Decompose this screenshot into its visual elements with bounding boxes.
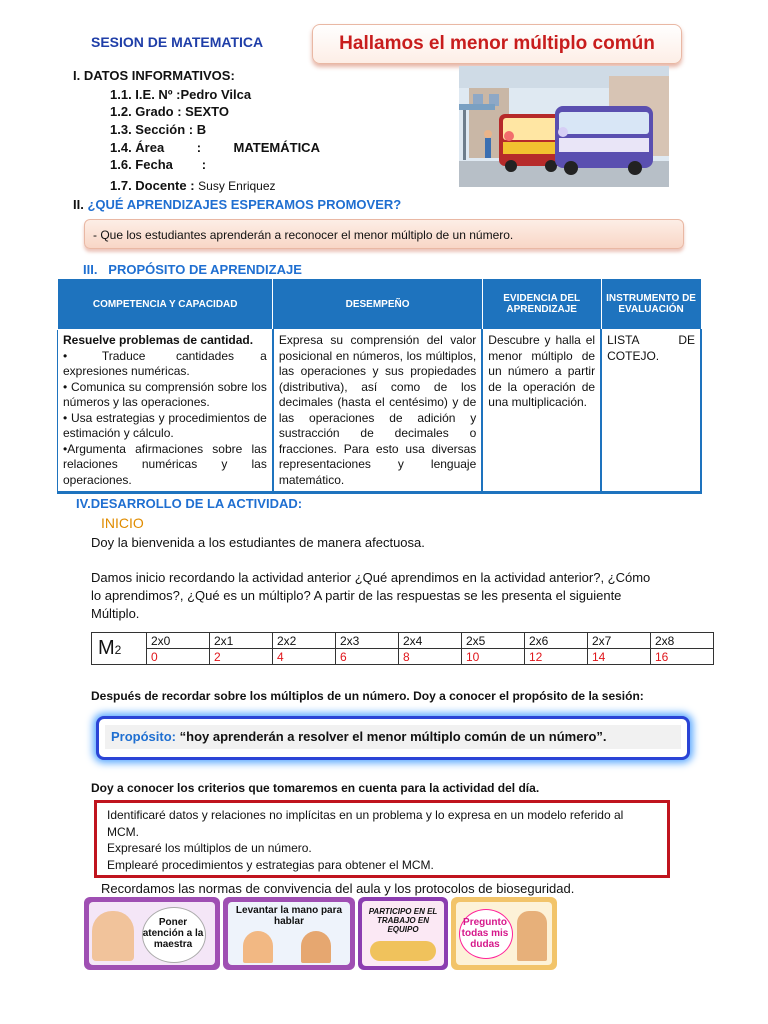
datos-line-ie: 1.1. I.E. Nº :Pedro Vilca [110,87,252,102]
proposito-content [105,725,681,749]
aprendizajes-title: ¿QUÉ APRENDIZAJES ESPERAMOS PROMOVER? [87,197,402,212]
lesson-title-banner: Hallamos el menor múltiplo común [312,24,682,64]
aprendizajes-text: - Que los estudiantes aprenderán a reconocer el menor múltiplo de un número. [84,219,684,249]
session-title: SESION DE MATEMATICA [91,34,264,50]
card-label: Poner atención a la maestra [142,917,204,950]
criterio-item: Expresaré los múltiplos de un número. [107,841,312,855]
bienvenida-text: Doy la bienvenida a los estudiantes de manera afectuosa. [91,535,425,550]
mult-header: 2x4 [399,633,462,649]
datos-heading: I. DATOS INFORMATIVOS: [73,68,235,83]
multiplos-subscript: 2 [114,643,122,657]
mult-header: 2x5 [462,633,525,649]
mult-header: 2x1 [210,633,273,649]
competencia-item: • Traduce cantidades a expresiones numéricas. [63,348,271,378]
buses-illustration [459,66,669,187]
aprendizajes-heading [73,197,401,212]
norm-card-pregunto [451,897,557,970]
proposito-text: “hoy aprenderán a resolver el menor múltiplo común de un número”. [179,729,607,744]
competencia-item: •Argumenta afirmaciones sobre las relaciones numéricas y las operaciones. [63,441,267,487]
mult-value: 14 [588,649,651,665]
header-evidencia: EVIDENCIA DEL APRENDIZAJE [482,279,601,330]
mult-value: 0 [147,649,210,665]
card-label: PARTICIPO EN EL TRABAJO EN EQUIPO [368,907,438,934]
datos-line-docente [110,178,276,193]
mult-header: 2x2 [273,633,336,649]
mult-header: 2x8 [651,633,714,649]
datos-line-seccion: 1.3. Sección : B [110,122,207,137]
cell-competencia [58,330,273,493]
docente-value: Susy Enriquez [198,179,276,193]
datos-line-fecha: 1.6. Fecha : [110,157,207,172]
desarrollo-heading: IV.DESARROLLO DE LA ACTIVIDAD: [76,496,303,511]
mult-value: 8 [399,649,462,665]
table-row [58,330,702,493]
criterio-item: Emplearé procedimientos y estrategias para obtener el MCM. [107,857,434,872]
norm-card-equipo [358,897,448,970]
norm-card-levantar [223,897,355,970]
multiplos-table [91,632,714,665]
mult-value: 10 [462,649,525,665]
datos-line-grado: 1.2. Grado : SEXTO [110,104,229,119]
datos-line-area: 1.4. Área : MATEMÁTICA [110,140,320,155]
mult-header: 2x7 [588,633,651,649]
despues-text: Después de recordar sobre los múltiplos de un número. Doy a conocer el propósito de la sesión: [91,689,644,703]
aprendizajes-number: II. [73,197,84,212]
header-instrumento: INSTRUMENTO DE EVALUACIÓN [601,279,701,330]
competencia-item: • Usa estrategias y procedimientos de estimación y cálculo. [63,410,267,440]
card-label: Pregunto todas mis dudas [461,917,509,950]
header-desempeno: DESEMPEÑO [273,279,482,330]
mult-value: 6 [336,649,399,665]
table-header-row [58,279,702,330]
mult-value: 4 [273,649,336,665]
card-label: Levantar la mano para hablar [235,905,343,927]
mult-value: 12 [525,649,588,665]
norm-card-atencion [84,897,220,970]
criterio-item: Identificaré datos y relaciones no implícitas en un problema y lo expresa en un modelo referido al MCM. [107,808,624,839]
mult-header: 2x3 [336,633,399,649]
cell-desempeno: Expresa su comprensión del valor posicional en números, los múltiplos, las operaciones y sus propiedades (distributiva), así como de los decimales (hasta el centésimo) y de las operaciones de adición y sustracción de decimales o fracciones. Para esto usa diversas representaciones y lenguaje matemático. [273,330,482,493]
multiplos-label: M2 [92,633,147,665]
proposito-label: Propósito: [111,729,176,744]
proposito-heading: III. PROPÓSITO DE APRENDIZAJE [83,262,302,277]
mult-header: 2x0 [147,633,210,649]
criterios-box [94,800,670,878]
mult-header: 2x6 [525,633,588,649]
criterios-intro: Doy a conocer los criterios que tomaremos en cuenta para la actividad del día. [91,781,540,795]
competencia-title: Resuelve problemas de cantidad. [63,333,254,347]
mult-value: 2 [210,649,273,665]
competencia-item: • Comunica su comprensión sobre los números y las operaciones. [63,379,267,409]
docente-label: 1.7. Docente : [110,178,195,193]
header-competencia: COMPETENCIA Y CAPACIDAD [58,279,273,330]
mult-value: 16 [651,649,714,665]
cell-instrumento: LISTA DE COTEJO. [601,330,701,493]
inicio-paragraph: Damos inicio recordando la actividad anterior ¿Qué aprendimos en la actividad anterior?, ¿Cómo lo aprendimos?, ¿Qué es un múltiplo? A partir de las respuestas se les presenta el siguiente Múltiplo. [91,570,651,621]
competencias-table [57,278,702,494]
inicio-heading: INICIO [101,515,144,531]
normas-text: Recordamos las normas de convivencia del aula y los protocolos de bioseguridad. [101,881,575,896]
proposito-box [96,716,690,760]
cell-evidencia: Descubre y halla el menor múltiplo de un número a partir de la operación de una multiplicación. [482,330,601,493]
